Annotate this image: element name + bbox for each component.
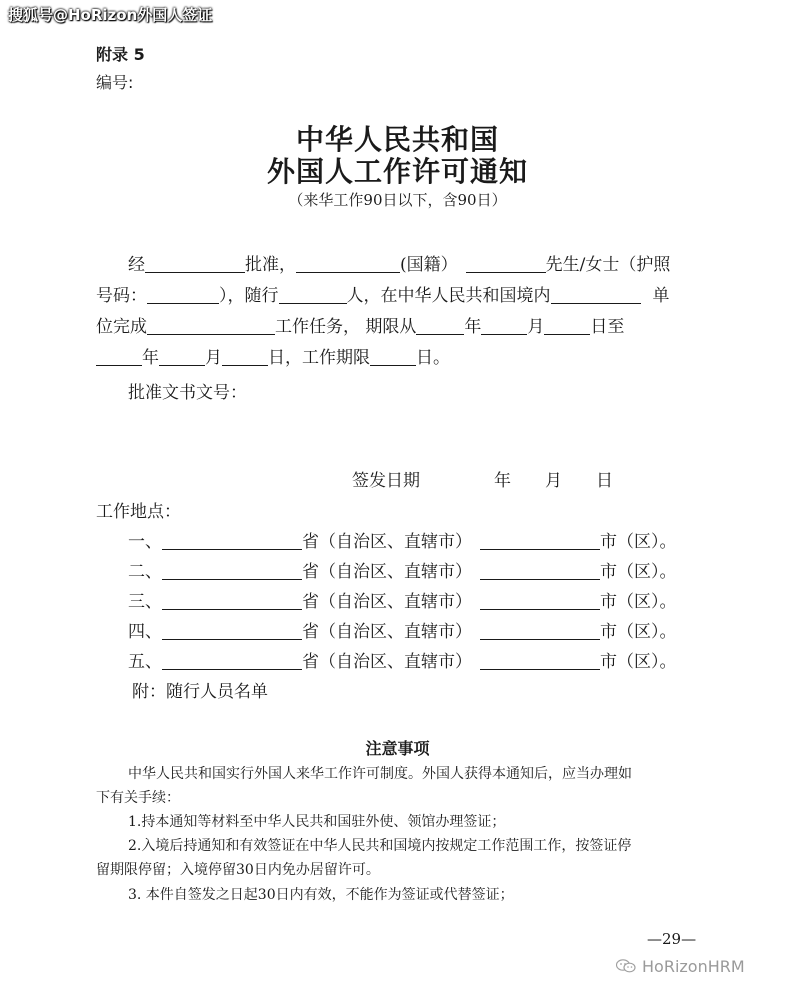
text-suixing: ），随行	[219, 286, 279, 306]
watermark-bottom-text: HoRizonHRM	[642, 957, 745, 976]
blank-to-month	[159, 349, 205, 366]
notes-item-3: 3. 本件自签发之日起30日内有效，不能作为签证或代替签证；	[128, 887, 514, 903]
body-line-3	[96, 312, 624, 337]
title-line2: 外国人工作许可通知	[266, 155, 528, 188]
location-row-index: 三、	[128, 592, 162, 612]
blank-from-month	[481, 318, 527, 335]
city-text: 市（区）。	[600, 532, 677, 552]
body-line-2	[96, 281, 670, 306]
text-rizhi: 日至	[590, 317, 625, 337]
appendix-label: 附录 5	[96, 45, 145, 64]
issue-date-year: 年	[494, 471, 511, 491]
city-text: 市（区）。	[600, 622, 677, 642]
blank-to-day	[222, 349, 268, 366]
location-row-index: 一、	[128, 532, 162, 552]
province-text: 省（自治区、直辖市）	[302, 622, 472, 642]
attachment-note: 附：随行人员名单	[132, 682, 268, 702]
text-xiansheng: 先生/女士（护照	[545, 255, 671, 275]
city-text: 市（区）。	[600, 652, 677, 672]
blank-city	[480, 533, 600, 550]
location-row	[128, 617, 677, 642]
blank-province	[162, 623, 302, 640]
province-text: 省（自治区、直辖市）	[302, 562, 472, 582]
text-guoji: (国籍）	[400, 255, 458, 275]
city-text: 市（区）。	[600, 562, 677, 582]
location-row	[128, 587, 677, 612]
subtitle: （来华工作90日以下，含90日）	[288, 191, 507, 209]
blank-from-day	[544, 318, 590, 335]
province-text: 省（自治区、直辖市）	[302, 532, 472, 552]
blank-province	[162, 563, 302, 580]
text-nian: 年	[464, 317, 482, 337]
blank-name	[466, 256, 546, 273]
work-location-label: 工作地点：	[96, 502, 181, 522]
notes-item-1: 1.持本通知等材料至中华人民共和国驻外使、领馆办理签证；	[128, 814, 506, 830]
blank-task	[147, 318, 275, 335]
text-renwu: 工作任务， 期限从	[275, 317, 417, 337]
text-jing: 经	[128, 255, 145, 275]
text-end: 日。	[416, 348, 450, 368]
blank-to-year	[96, 349, 142, 366]
number-label: 编号:	[96, 73, 134, 92]
location-row	[128, 527, 677, 552]
blank-passport	[147, 287, 219, 304]
province-text: 省（自治区、直辖市）	[302, 592, 472, 612]
text-haoma: 号码：	[96, 286, 147, 306]
blank-work-period	[370, 349, 416, 366]
blank-city	[480, 593, 600, 610]
notes-title: 注意事项	[365, 739, 430, 758]
location-row-index: 四、	[128, 622, 162, 642]
text-yue: 月	[527, 317, 545, 337]
province-text: 省（自治区、直辖市）	[302, 652, 472, 672]
doc-number-label: 批准文书文号：	[128, 383, 247, 403]
text-dan: 单	[652, 286, 670, 306]
text-pizhun: 批准，	[245, 255, 296, 275]
blank-employer	[551, 287, 641, 304]
notes-item-2-line2: 留期限停留；入境停留30日内免办居留许可。	[96, 862, 380, 878]
notes-intro-line1: 中华人民共和国实行外国人来华工作许可制度。外国人获得本通知后，应当办理如	[128, 766, 632, 782]
notes-item-2-line1: 2.入境后持通知和有效签证在中华人民共和国境内按规定工作范围工作，按签证停	[128, 838, 632, 854]
blank-city	[480, 623, 600, 640]
text-wei: 位完成	[96, 317, 147, 337]
issue-date-month: 月	[545, 471, 562, 491]
location-row	[128, 647, 677, 672]
wechat-icon	[616, 958, 636, 972]
issue-date-day: 日	[596, 471, 613, 491]
blank-nationality	[296, 256, 400, 273]
location-row-index: 二、	[128, 562, 162, 582]
city-text: 市（区）。	[600, 592, 677, 612]
blank-province	[162, 593, 302, 610]
watermark-top: 搜狐号@HoRizon外国人签证	[8, 6, 213, 24]
location-row	[128, 557, 677, 582]
text-ren: 人，在中华人民共和国境内	[346, 286, 551, 306]
title-line1: 中华人民共和国	[295, 123, 499, 156]
blank-province	[162, 533, 302, 550]
blank-from-year	[416, 318, 464, 335]
notes-intro-line2: 下有关手续：	[96, 790, 180, 806]
blank-companions	[279, 287, 347, 304]
location-row-index: 五、	[128, 652, 162, 672]
blank-city	[480, 563, 600, 580]
page-number: —29—	[647, 930, 697, 948]
issue-date-label: 签发日期	[352, 471, 420, 491]
blank-province	[162, 653, 302, 670]
text-ri2: 日，工作期限	[268, 348, 370, 368]
blank-approver	[145, 256, 245, 273]
text-yue2: 月	[205, 348, 222, 368]
text-nian2: 年	[142, 348, 159, 368]
body-line-4	[96, 343, 450, 368]
blank-city	[480, 653, 600, 670]
body-line-1	[128, 250, 670, 275]
watermark-bottom	[616, 957, 745, 976]
